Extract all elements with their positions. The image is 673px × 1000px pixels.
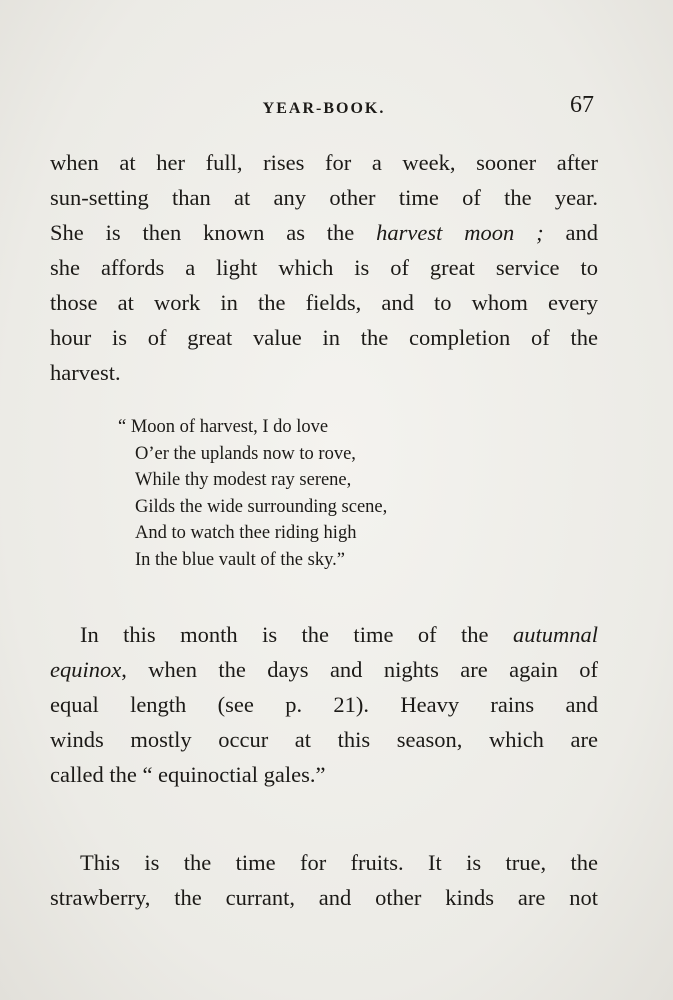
paragraph-equinox [50,617,598,792]
emphasis-equinox: equinox [50,657,122,682]
poem-quotation [118,414,538,573]
text-line: sun-setting than at any other time of the year. [50,185,598,210]
text-line: She is then known as the harvest moon ; and [50,220,598,245]
text-line: when at her full, rises for a week, sooner after [50,150,598,175]
text-line: equinox, when the days and nights are again of [50,657,598,682]
running-title: YEAR-BOOK. [262,100,386,117]
text-line: those at work in the fields, and to whom every [50,290,598,315]
poem-line: Gilds the wide surrounding scene, [135,496,388,517]
text-line: called the “ equinoctial gales.” [50,762,326,787]
poem-line: O’er the uplands now to rove, [135,443,356,464]
text-line: This is the time for fruits. It is true, the [80,850,598,875]
emphasis-autumnal: autumnal [512,622,598,647]
text-line: she affords a light which is of great service to [50,255,598,280]
emphasis-harvest-moon: harvest moon ; [376,220,544,245]
text-line: winds mostly occur at this season, which are [50,727,598,752]
text-line: In this month is the time of the autumnal [80,622,598,647]
paragraph-harvest-moon [50,145,598,390]
paragraph-fruits [50,845,598,915]
poem-line: In the blue vault of the sky.” [135,549,345,570]
page-header [50,92,598,128]
text-line: equal length (see p. 21). Heavy rains and [50,692,598,717]
poem-line: While thy modest ray serene, [135,470,352,490]
text-line: harvest. [50,360,121,385]
text-line: hour is of great value in the completion of the [50,325,598,350]
poem-line: “ Moon of harvest, I do love [118,417,329,437]
page-number: 67 [570,92,594,118]
poem-line: And to watch thee riding high [135,523,357,543]
text-line: strawberry, the currant, and other kinds are not [50,885,598,910]
